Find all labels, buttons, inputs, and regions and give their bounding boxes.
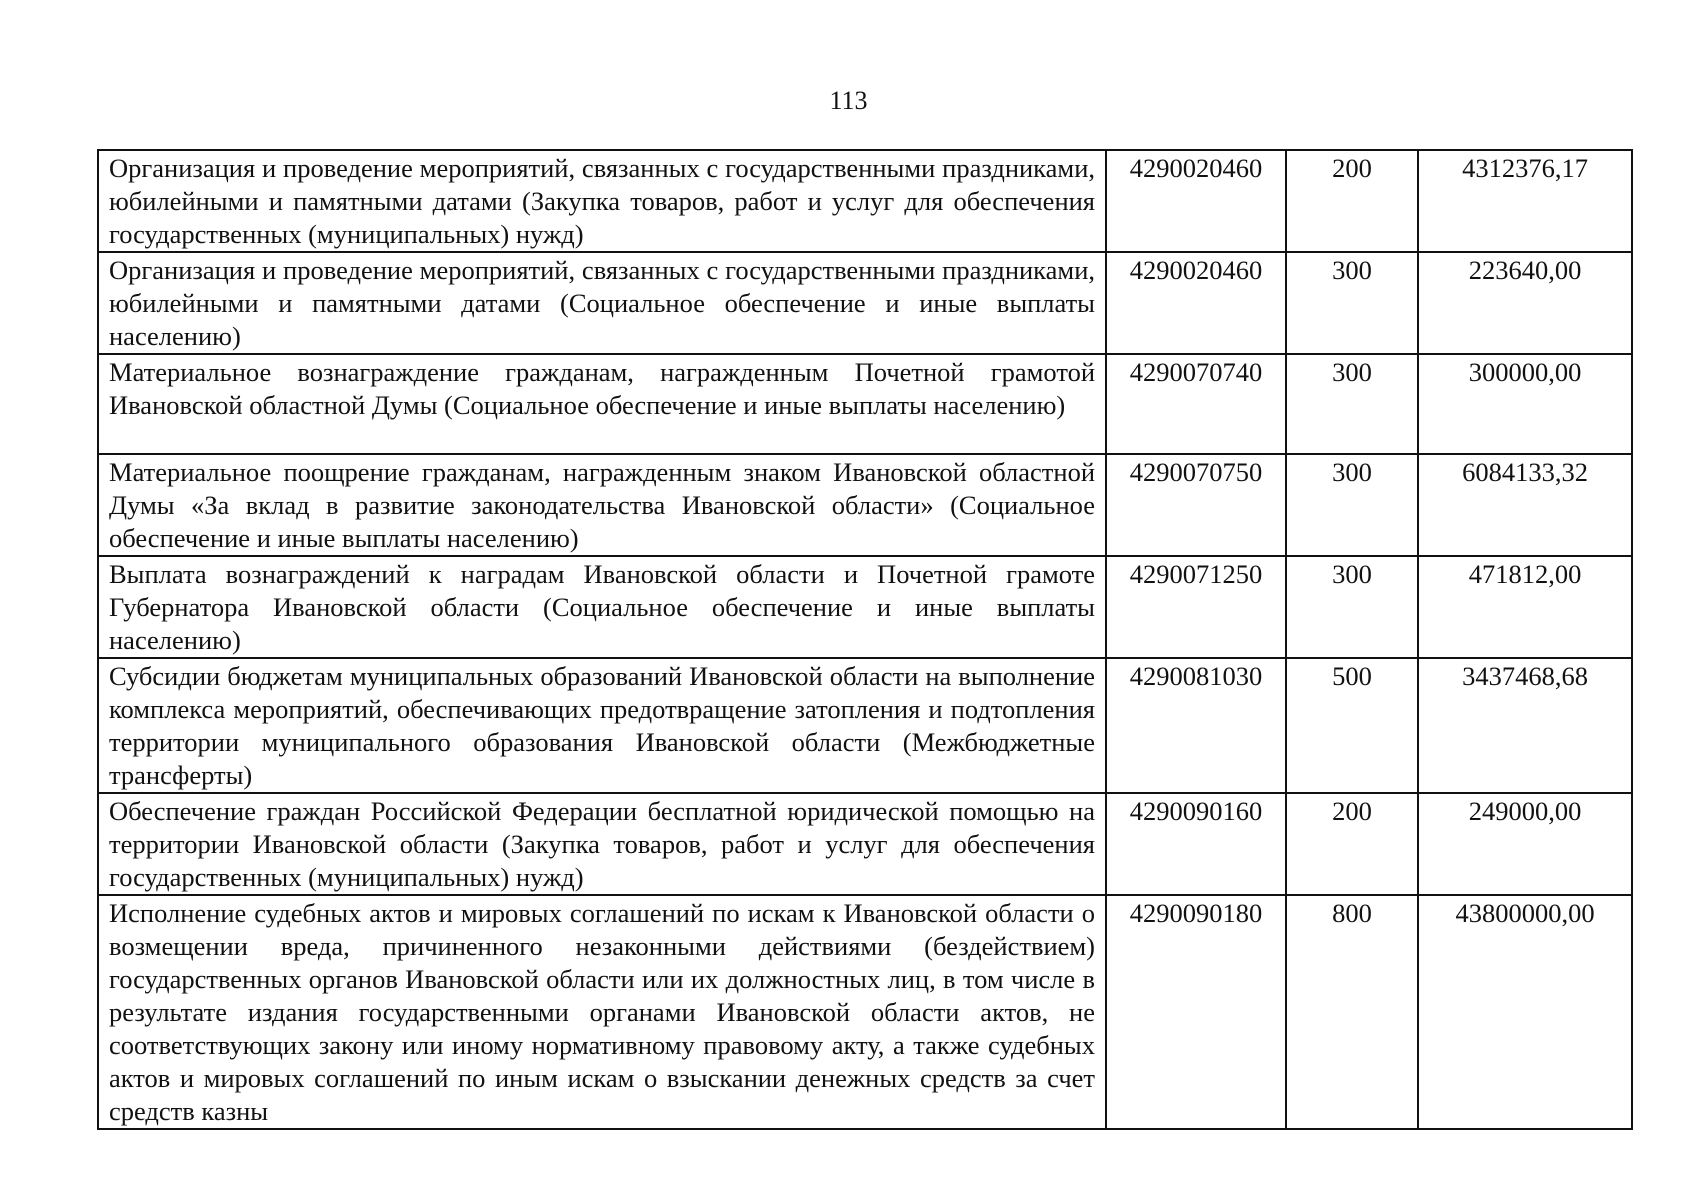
row-target-code: 4290090180: [1106, 895, 1286, 1129]
row-description: Обеспечение граждан Российской Федерации бесплатной юридической помощью на территории Ивановской области (Закупка товаров, работ и услуг для обеспечения государственных (муниципальных) нужд): [98, 793, 1106, 895]
row-target-code: 4290071250: [1106, 556, 1286, 658]
table-row: [98, 354, 1632, 454]
table-row: [98, 895, 1632, 1129]
row-target-code: 4290081030: [1106, 658, 1286, 793]
row-expense-type: 500: [1286, 658, 1418, 793]
row-amount: 6084133,32: [1418, 454, 1632, 556]
row-amount: 223640,00: [1418, 252, 1632, 354]
row-expense-type: 300: [1286, 556, 1418, 658]
row-expense-type: 300: [1286, 354, 1418, 454]
row-description: Организация и проведение мероприятий, связанных с государственными праздниками, юбилейными и памятными датами (Закупка товаров, работ и услуг для обеспечения государственных (муниципальных) нужд): [98, 150, 1106, 252]
row-description: Материальное поощрение гражданам, награжденным знаком Ивановской областной Думы «За вклад в развитие законодательства Ивановской области» (Социальное обеспечение и иные выплаты населению): [98, 454, 1106, 556]
row-description: Субсидии бюджетам муниципальных образований Ивановской области на выполнение комплекса мероприятий, обеспечивающих предотвращение затопления и подтопления территории муниципального образования Ивановской области (Межбюджетные трансферты): [98, 658, 1106, 793]
row-amount: 3437468,68: [1418, 658, 1632, 793]
row-description: Выплата вознаграждений к наградам Ивановской области и Почетной грамоте Губернатора Ивановской области (Социальное обеспечение и иные выплаты населению): [98, 556, 1106, 658]
row-expense-type: 300: [1286, 454, 1418, 556]
row-expense-type: 200: [1286, 793, 1418, 895]
table-row: [98, 793, 1632, 895]
table-row: [98, 252, 1632, 354]
row-target-code: 4290020460: [1106, 150, 1286, 252]
row-description: Организация и проведение мероприятий, связанных с государственными праздниками, юбилейными и памятными датами (Социальное обеспечение и иные выплаты населению): [98, 252, 1106, 354]
row-amount: 300000,00: [1418, 354, 1632, 454]
row-target-code: 4290070750: [1106, 454, 1286, 556]
page-number: 113: [829, 86, 868, 115]
row-amount: 43800000,00: [1418, 895, 1632, 1129]
row-amount: 4312376,17: [1418, 150, 1632, 252]
row-target-code: 4290070740: [1106, 354, 1286, 454]
table-row: [98, 556, 1632, 658]
budget-table: [97, 149, 1633, 1130]
row-amount: 249000,00: [1418, 793, 1632, 895]
row-description: Материальное вознаграждение гражданам, награжденным Почетной грамотой Ивановской областной Думы (Социальное обеспечение и иные выплаты населению): [98, 354, 1106, 454]
table-row: [98, 454, 1632, 556]
row-target-code: 4290090160: [1106, 793, 1286, 895]
row-expense-type: 300: [1286, 252, 1418, 354]
table-row: [98, 150, 1632, 252]
row-target-code: 4290020460: [1106, 252, 1286, 354]
table-row: [98, 658, 1632, 793]
row-expense-type: 200: [1286, 150, 1418, 252]
row-description: Исполнение судебных актов и мировых соглашений по искам к Ивановской области о возмещении вреда, причиненного незаконными действиями (бездействием) государственных органов Ивановской области или их должностных лиц, в том числе в результате издания государственными органами Ивановской области актов, не соответствующих закону или иному нормативному правовому акту, а также судебных актов и мировых соглашений по иным искам о взыскании денежных средств за счет средств казны: [98, 895, 1106, 1129]
row-expense-type: 800: [1286, 895, 1418, 1129]
row-amount: 471812,00: [1418, 556, 1632, 658]
